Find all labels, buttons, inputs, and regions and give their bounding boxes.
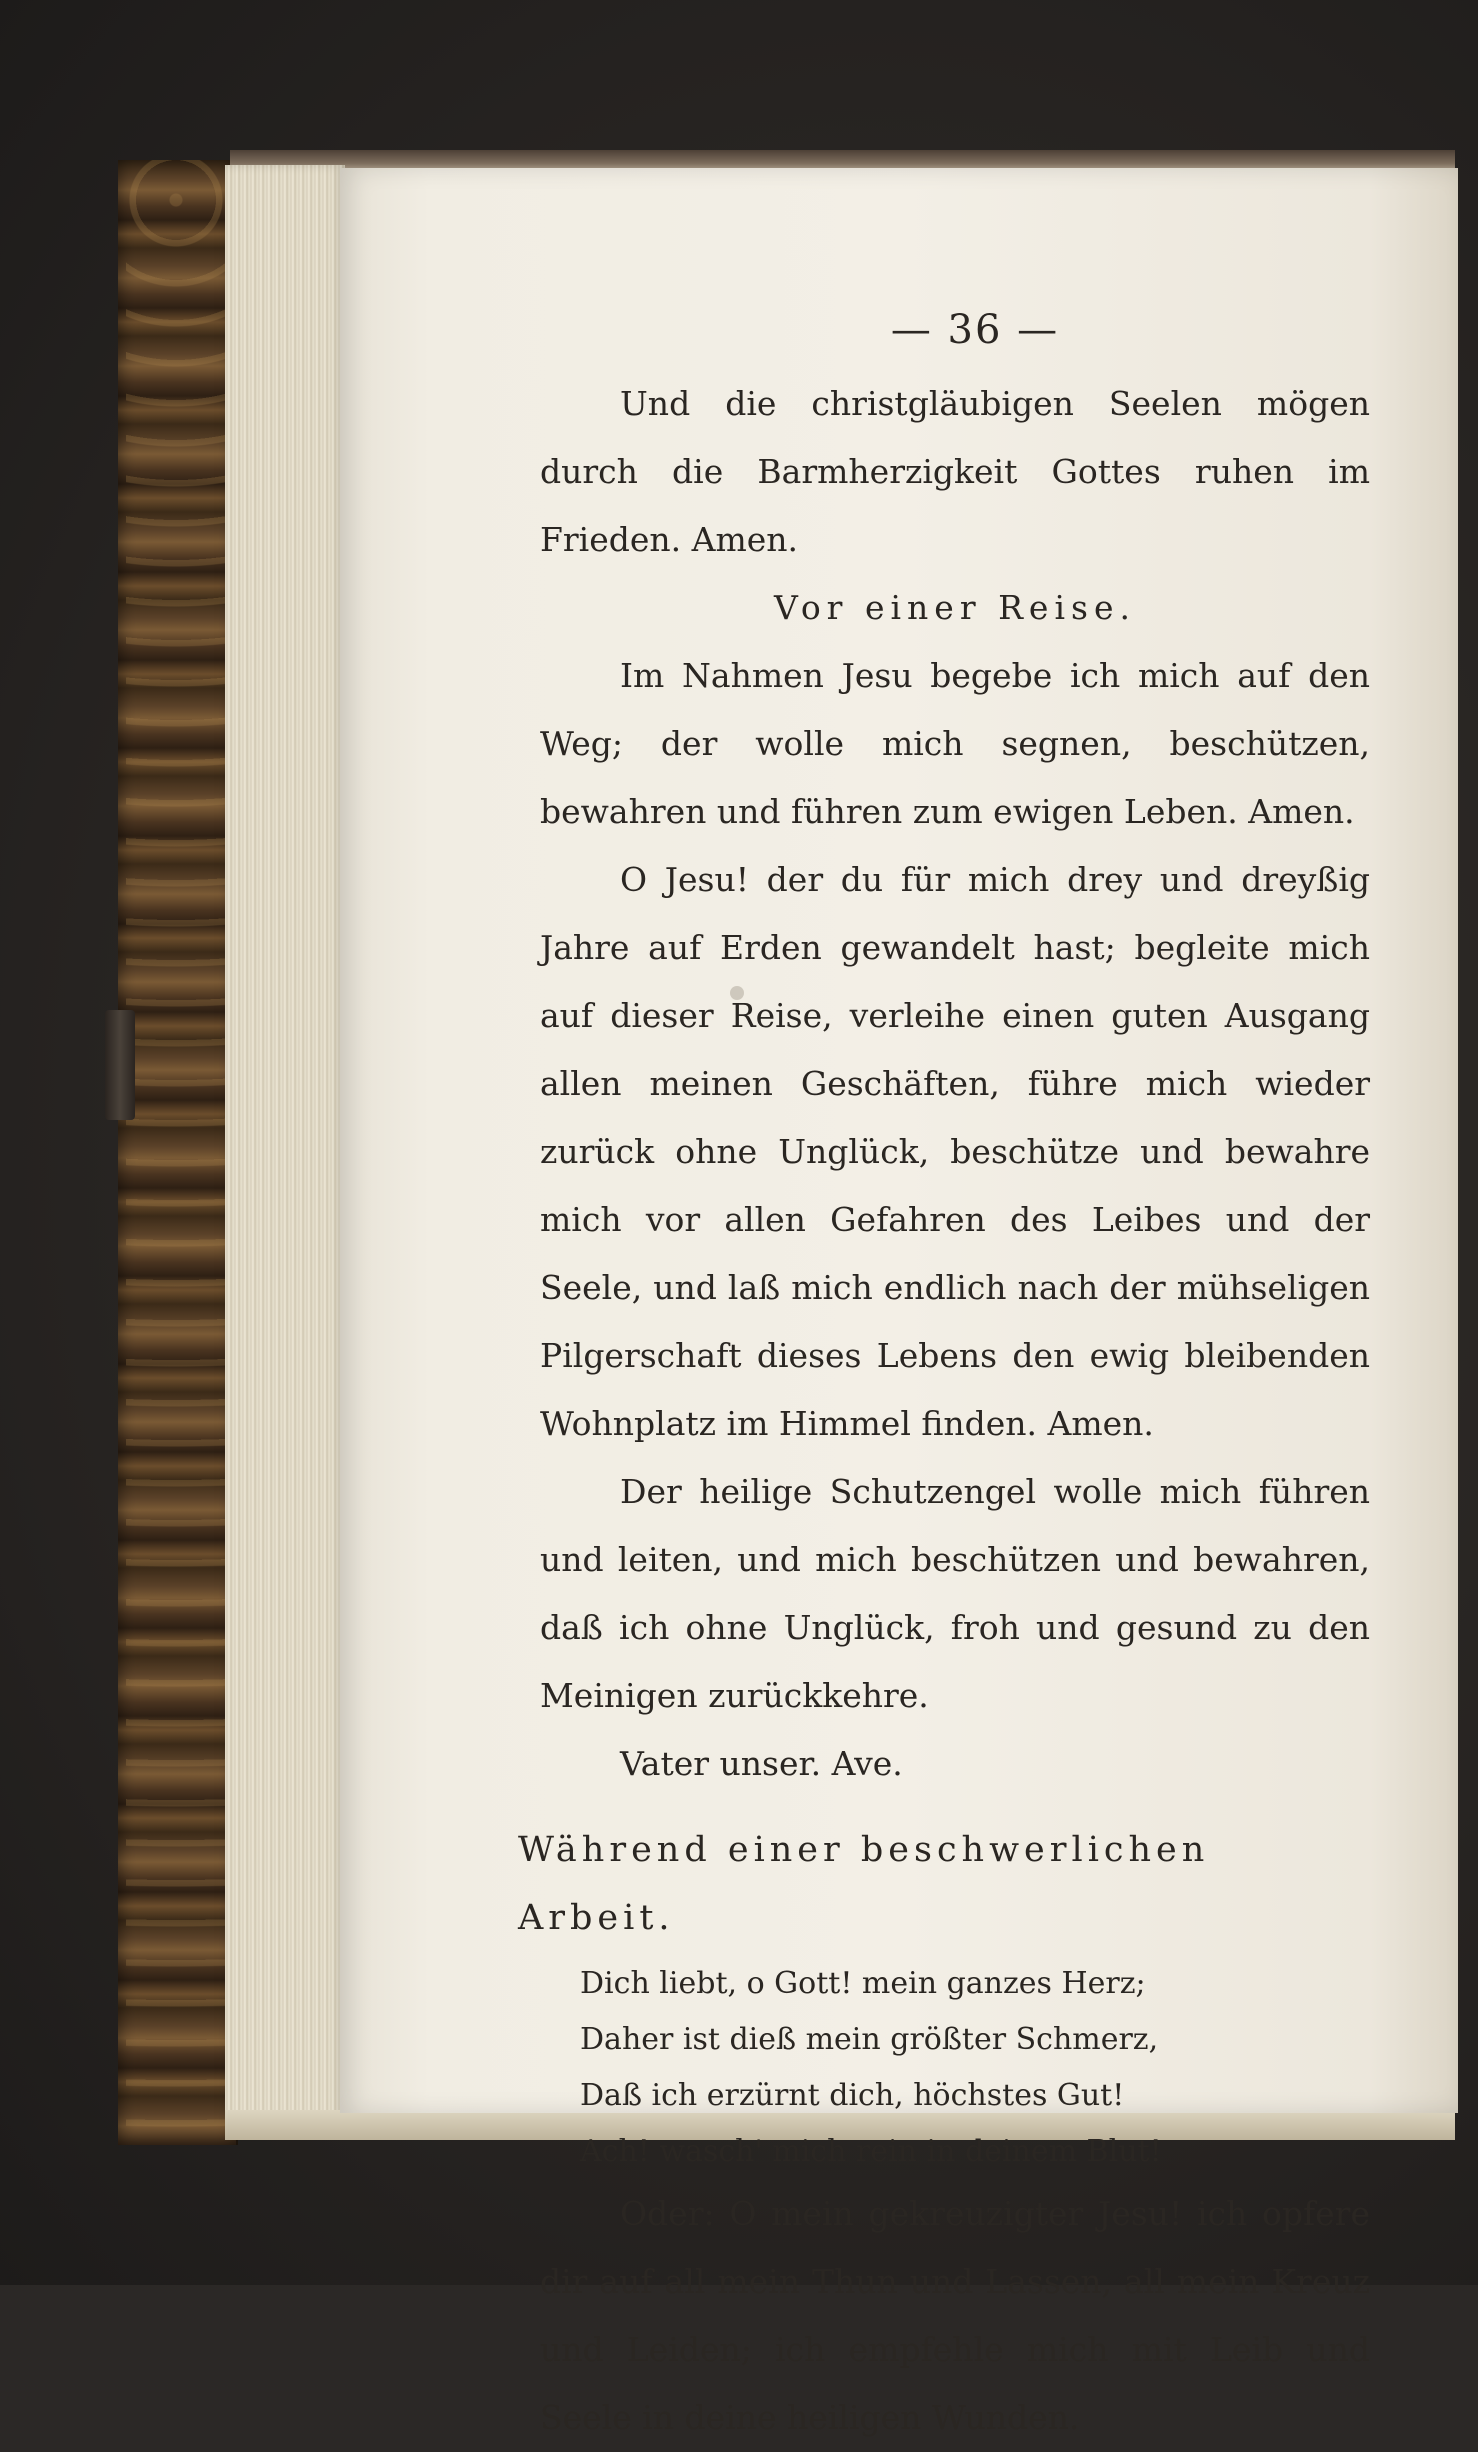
closing-line: Vater unser. Ave. xyxy=(620,1744,903,1783)
section-heading-reise: Vor einer Reise. xyxy=(774,588,1136,627)
page-edges xyxy=(225,165,345,2140)
book-page xyxy=(340,168,1458,2437)
verse-line: Ach! wasch' mich rein in deinem Blut! xyxy=(580,2134,1162,2169)
page-text-block xyxy=(518,296,1370,2452)
verse-line: Daher ist dieß mein größter Schmerz, xyxy=(580,2022,1159,2057)
book-clasp xyxy=(105,1010,135,1120)
prayer-paragraph-4: Oder: O mein gekreuzigter Jesu! ich opfere dir auf all mein Thun und Lassen, all mein Kreuz und Leiden; ich empfehle mich mit Leib und Seele in deine heiligen Wunden. xyxy=(540,2194,1370,2437)
prayer-paragraph-1: Im Nahmen Jesu begebe ich mich auf den Weg; der wolle mich segnen, beschützen, bewahren und führen zum ewigen Leben. Amen. xyxy=(540,656,1370,831)
prayer-paragraph-3: Der heilige Schutzengel wolle mich führen und leiten, und mich beschützen und bewahren, daß ich ohne Unglück, froh und gesund zu den Meinigen zurückkehre. xyxy=(540,1472,1370,1715)
binding-ornament xyxy=(126,160,226,2145)
book-spine-binding xyxy=(118,160,238,2145)
verse-line: Dich liebt, o Gott! mein ganzes Herz; xyxy=(580,1966,1146,2001)
intro-paragraph: Und die christgläubigen Seelen mögen durch die Barmherzigkeit Gottes ruhen im Frieden. Amen. xyxy=(540,384,1370,559)
verse-block xyxy=(580,1956,1370,2180)
page-number: — 36 — xyxy=(890,307,1060,353)
section-heading-arbeit: Während einer beschwerlichen Arbeit. xyxy=(518,1830,1210,1938)
prayer-paragraph-2: O Jesu! der du für mich drey und dreyßig Jahre auf Erden gewandelt hast; begleite mich auf dieser Reise, verleihe einen guten Ausgang allen meinen Geschäften, führe mich wieder zurück ohne Unglück, beschütze und bewahre mich vor allen Gefahren des Leibes und der Seele, und laß mich endlich nach der mühseligen Pilgerschaft dieses Lebens den ewig bleibenden Wohnplatz im Himmel finden. Amen. xyxy=(540,860,1370,1443)
verse-line: Daß ich erzürnt dich, höchstes Gut! xyxy=(580,2078,1125,2113)
